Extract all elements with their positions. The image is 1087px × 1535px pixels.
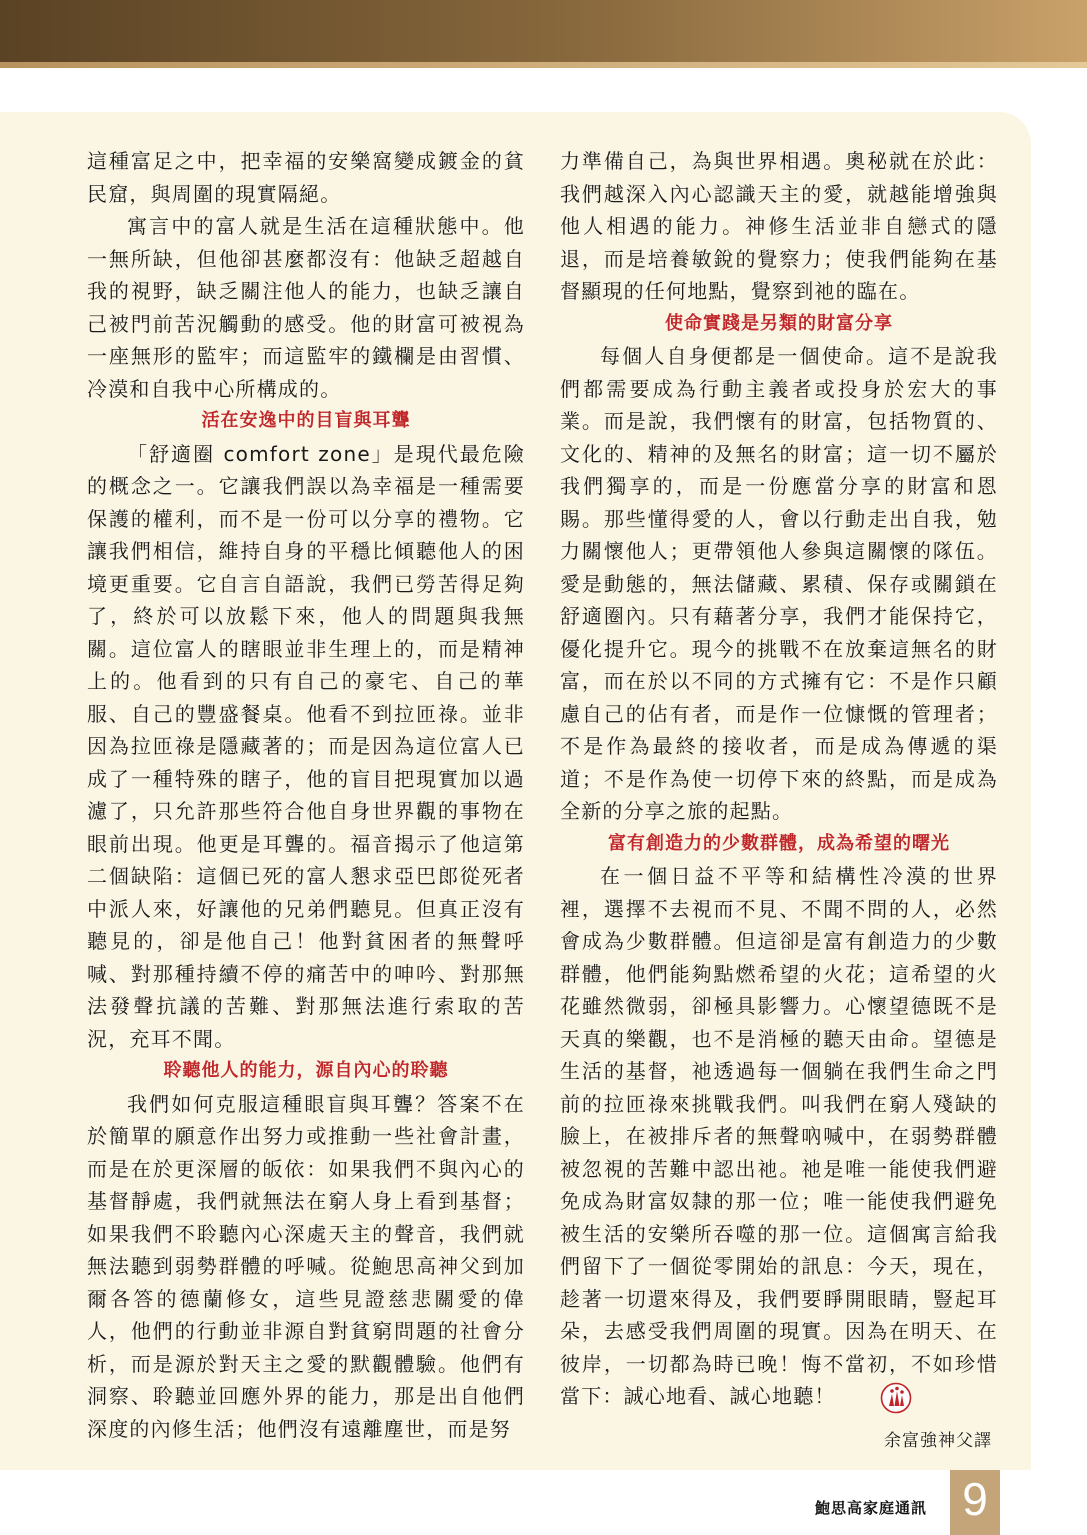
section-heading: 活在安逸中的目盲與耳聾	[201, 410, 411, 431]
paragraph: 每個人自身便都是一個使命。這不是說我們都需要成為行動主義者或投身於宏大的事業。而是說，我們懷有的財富，包括物質的、文化的、精神的及無名的財富；這一切不屬於我們獨享的，而是一份應當分享的財富和恩賜。那些懂得愛的人，會以行動走出自我，勉力關懷他人；更帶領他人參與這關懷的隊伍。愛是動態的，無法儲藏、累積、保存或關鎖在舒適圈內。只有藉著分享，我們才能保持它，優化提升它。現今的挑戰不在放棄這無名的財富，而在於以不同的方式擁有它：不是作只顧慮自己的佔有者，而是作一位慷慨的管理者；不是作為最終的接收者，而是成為傳遞的渠道；不是作為使一切停下來的終點，而是成為全新的分享之旅的起點。	[560, 344, 998, 823]
section-heading: 富有創造力的少數群體，成為希望的曙光	[608, 832, 950, 854]
paragraph: 力準備自己，為與世界相遇。奧秘就在於此：我們越深入內心認識天主的愛，就越能增強與他人相遇的能力。神修生活並非自戀式的隱退，而是培養敏銳的覺察力；使我們能夠在基督顯現的任何地點，覺察到祂的臨在。	[560, 149, 998, 303]
translator-credit: 余富強神父譯	[884, 1430, 992, 1451]
paragraph: 「舒適圈 comfort zone」是現代最危險的概念之一。它讓我們誤以為幸福是一種需要保護的權利，而不是一份可以分享的禮物。它讓我們相信，維持自身的平穩比傾聽他人的困境更重要。它自言自語說，我們已勞苦得足夠了，終於可以放鬆下來，他人的問題與我無關。這位富人的瞎眼並非生理上的，而是精神上的。他看到的只有自己的豪宅、自己的華服、自己的豐盛餐桌。他看不到拉匝祿。並非因為拉匝祿是隱藏著的；而是因為這位富人已成了一種特殊的瞎子，他的盲目把現實加以過濾了，只允許那些符合他自身世界觀的事物在眼前出現。他更是耳聾的。福音揭示了他這第二個缺陷：這個已死的富人懇求亞巴郎從死者中派人來，好讓他的兄弟們聽見。但真正沒有聽見的，卻是他自己！他對貧困者的無聲呼喊、對那種持續不停的痛苦中的呻吟、對那無法發聲抗議的苦難、對那無法進行索取的苦況，充耳不聞。	[87, 441, 525, 1051]
right-column	[560, 145, 998, 1451]
publication-name: 鮑思高家庭通訊	[814, 1499, 927, 1517]
header-decorative-band	[0, 0, 1087, 62]
salesian-family-logo-icon	[840, 1382, 872, 1414]
left-column	[87, 145, 525, 1445]
section-heading: 聆聽他人的能力，源自內心的聆聽	[163, 1060, 449, 1081]
paragraph: 我們如何克服這種眼盲與耳聾？答案不在於簡單的願意作出努力或推動一些社會計畫，而是在於更深層的皈依：如果我們不與內心的基督靜處，我們就無法在窮人身上看到基督；如果我們不聆聽內心深處天主的聲音，我們就無法聽到弱勢群體的呼喊。從鮑思高神父到加爾各答的德蘭修女，這些見證慈悲關愛的偉人，他們的行動並非源自對貧窮問題的社會分析，而是源於對天主之愛的默觀體驗。他們有洞察、聆聽並回應外界的能力，那是出自他們深度的內修生活；他們沒有遠離塵世，而是努	[87, 1091, 525, 1441]
paragraph: 寓言中的富人就是生活在這種狀態中。他一無所缺，但他卻甚麼都沒有：他缺乏超越自我的視野，缺乏關注他人的能力，也缺乏讓自己被門前苦況觸動的感受。他的財富可被視為一座無形的監牢；而這監牢的鐵欄是由習慣、冷漠和自我中心所構成的。	[87, 214, 525, 401]
paragraph-final	[560, 860, 998, 1414]
paragraph-text: 在一個日益不平等和結構性冷漠的世界裡，選擇不去視而不見、不聞不問的人，必然會成為少數群體。但這卻是富有創造力的少數群體，他們能夠點燃希望的火花；這希望的火花雖然微弱，卻極具影響力。心懷望德既不是天真的樂觀，也不是消極的聽天由命。望德是生活的基督，祂透過每一個躺在我們生命之門前的拉匝祿來挑戰我們。叫我們在窮人殘缺的臉上，在被排斥者的無聲吶喊中，在弱勢群體被忽視的苦難中認出祂。祂是唯一能使我們避免成為財富奴隸的那一位；唯一能使我們避免被生活的安樂所吞噬的那一位。這個寓言給我們留下了一個從零開始的訊息：今天，現在，趁著一切還來得及，我們要睜開眼睛，豎起耳朵，去感受我們周圍的現實。因為在明天、在彼岸，一切都為時已晚！悔不當初，不如珍惜當下：誠心地看、誠心地聽！	[560, 864, 998, 1408]
header-accent-line	[0, 62, 1087, 68]
page-number: 9	[950, 1470, 1000, 1535]
section-heading: 使命實踐是另類的財富分享	[665, 312, 893, 334]
paragraph: 這種富足之中，把幸福的安樂窩變成鍍金的貧民窟，與周圍的現實隔絕。	[87, 149, 525, 206]
